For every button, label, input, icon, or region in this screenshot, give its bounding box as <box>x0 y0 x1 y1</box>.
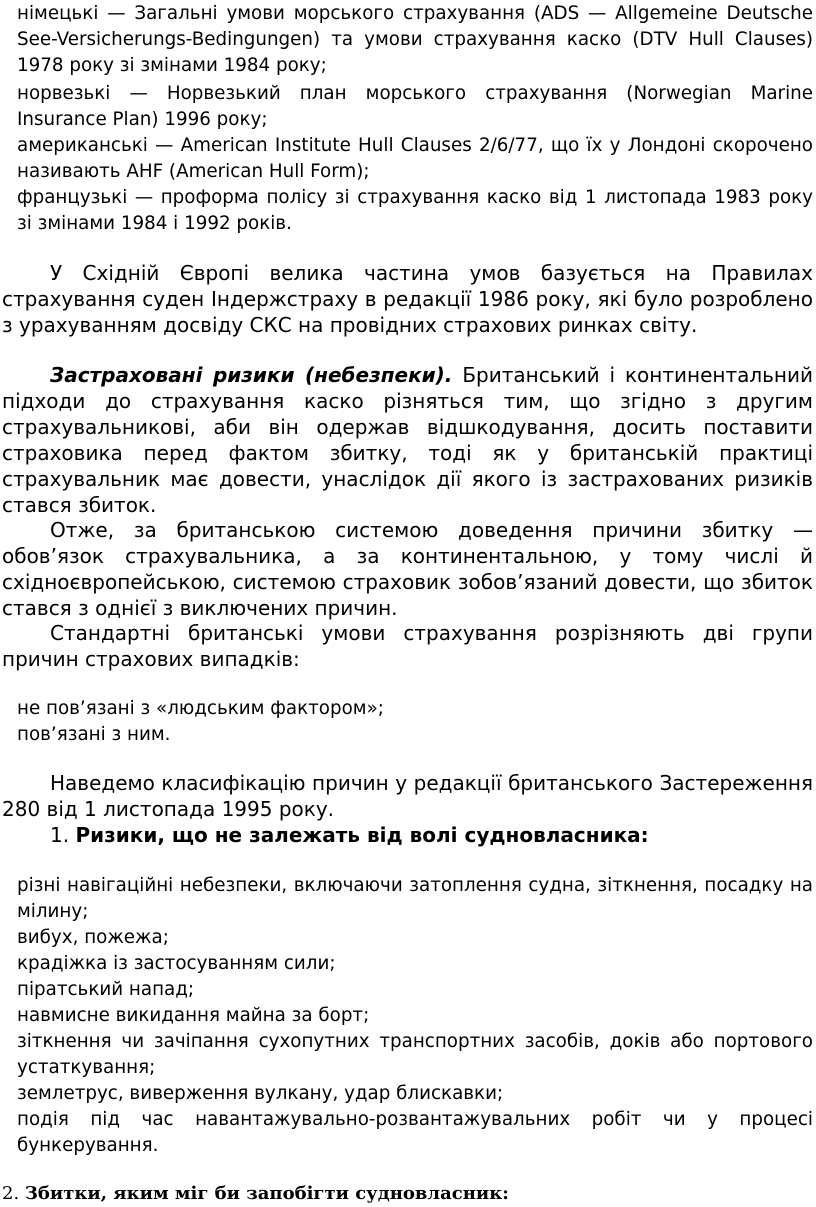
section-2-title: Збитки, яким міг би запобігти судновласник: <box>24 1183 509 1204</box>
list-item-earthquake: землетрус, виверження вулкану, удар блискавки; <box>17 1083 504 1104</box>
list-item-contact: зіткнення чи зачіпання сухопутних транспортних засобів, доків або портового устаткування; <box>17 1031 813 1078</box>
list-item-norwegian: норвезькі — Норвезький план морського страхування (Norwegian Marine Insurance Plan) 1996 року; <box>17 83 813 130</box>
paragraph-east-europe: У Східній Європі велика частина умов базується на Правилах страхування суден Індержстраху в редакції 1986 року, які було розроблено з урахуванням досвіду СКС на провідних страхових ринках світу. <box>2 261 813 337</box>
list-item-french: французькі — проформа полісу зі страхування каско від 1 листопада 1983 року зі змінами 1984 і 1992 років. <box>17 187 813 234</box>
section-1-number: 1. <box>50 823 70 847</box>
section-1-title: Ризики, що не залежать від волі судновласника: <box>75 823 649 847</box>
list-item-piracy: піратський напад; <box>17 979 195 1000</box>
insured-risks-body: Британський і континентальний підходи до страхування каско різняться тим, що згідно з другим страхувальникові, аби він одержав відшкодування, досить поставити страховика перед фактом збитку, тоді як у британській практиці страхувальник має довести, унаслідок дії якого із застрахованих ризиків стався збиток. <box>2 363 813 517</box>
paragraph-classification: Наведемо класифікацію причин у редакції британського Застереження 280 від 1 листопада 1995 року. <box>2 771 813 821</box>
list-item-human-factor: пов’язані з ним. <box>17 724 171 745</box>
list-item-american: американські — American Institute Hull Clauses 2/6/77, що їх у Лондоні скорочено називають AHF (American Hull Form); <box>17 135 813 182</box>
section-1-heading <box>50 822 649 848</box>
list-item-german: німецькі — Загальні умови морського страхування (ADS — Allgemeine Deutsche See-Versicherungs-Bedingungen) та умови страхування каско (DTV Hull Clauses) 1978 року зі змінами 1984 року; <box>17 3 813 76</box>
paragraph-cause-groups: Стандартні британські умови страхування розрізняють дві групи причин страхових випадків: <box>2 621 813 671</box>
list-item-loading-accident: подія під час навантажувально-розвантажувальних робіт чи у процесі бункерування. <box>17 1109 813 1156</box>
list-item-explosion-fire: вибух, пожежа; <box>17 927 169 948</box>
paragraph-burden-of-proof: Отже, за британською системою доведення причини збитку — обов’язок страхувальника, а за континентальною, у тому числі й східноєвропейською, системою страховик зобов’язаний довести, що збиток стався з однієї з виключених причин. <box>2 518 813 620</box>
section-2-heading <box>2 1181 509 1207</box>
paragraph-insured-risks <box>2 362 813 518</box>
list-item-jettison: навмисне викидання майна за борт; <box>17 1005 370 1026</box>
list-item-navigation-perils: різні навігаційні небезпеки, включаючи затоплення судна, зіткнення, посадку на мілину; <box>17 875 813 922</box>
list-item-not-human-factor: не пов’язані з «людським фактором»; <box>17 698 384 719</box>
section-2-number: 2. <box>2 1183 20 1204</box>
list-item-theft: крадіжка із застосуванням сили; <box>17 953 336 974</box>
insured-risks-heading: Застраховані ризики (небезпеки). <box>50 363 453 387</box>
